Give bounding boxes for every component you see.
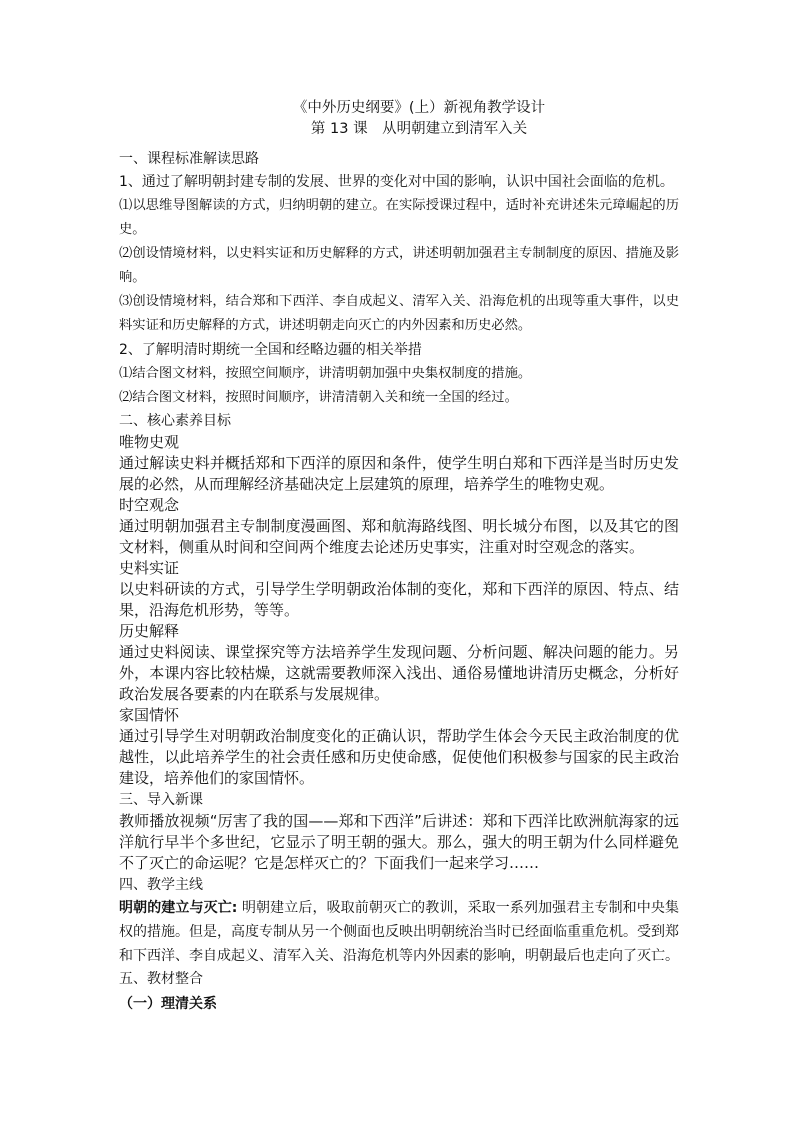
curriculum-item-1b: ⑵创设情境材料，以史料实证和历史解释的方式，讲述明朝加强君主专制制度的原因、措施及影响。 bbox=[119, 246, 679, 285]
section-heading-intro: 三、导入新课 bbox=[119, 792, 203, 808]
lesson-subtitle: 第 13 课 从明朝建立到清军入关 bbox=[310, 121, 528, 137]
mainline-text: 明朝建立后，吸取前朝灭亡的教训，采取一系列加强君主专制和中央集权的措施。但是，高度专制从另一个侧面也反映出明朝统治当时已经面临重重危机。受到郑和下西洋、李自成起义、清军入关、沿海危机等内外因素的影响，明朝最后也走向了灭亡。 bbox=[119, 900, 679, 964]
curriculum-item-2: 2、了解明清时期统一全国和经略边疆的相关举措 bbox=[119, 342, 422, 358]
literacy-text-evidence: 以史料研读的方式，引导学生学明朝政治体制的变化，郑和下西洋的原因、特点、结果，沿海危机形势，等等。 bbox=[119, 580, 679, 619]
literacy-label-patriotism: 家国情怀 bbox=[119, 706, 180, 724]
curriculum-item-2a: ⑴结合图文材料，按照空间顺序，讲清明朝加强中央集权制度的措施。 bbox=[119, 366, 532, 381]
document-page bbox=[119, 98, 679, 1016]
mainline-lead: 明朝的建立与灭亡: bbox=[119, 900, 238, 916]
literacy-text-patriotism: 通过引导学生对明朝政治制度变化的正确认识，帮助学生体会今天民主政治制度的优越性，以此培养学生的社会责任感和历史使命感，促使他们积极参与国家的民主政治建设，培养他们的家国情怀。 bbox=[119, 727, 679, 787]
literacy-label-materialism: 唯物史观 bbox=[119, 433, 180, 451]
integration-subheading: （一）理清关系 bbox=[119, 996, 217, 1012]
curriculum-item-1c: ⑶创设情境材料，结合郑和下西洋、李自成起义、清军入关、沿海危机的出现等重大事件，以史料实证和历史解释的方式，讲述明朝走向灭亡的内外因素和历史必然。 bbox=[119, 294, 679, 333]
mainline-paragraph bbox=[119, 896, 679, 968]
literacy-label-evidence: 史料实证 bbox=[119, 559, 180, 577]
curriculum-item-1a: ⑴以思维导图解读的方式，归纳明朝的建立。在实际授课过程中，适时补充讲述朱元璋崛起的历史。 bbox=[119, 198, 679, 237]
section-heading-curriculum: 一、课程标准解读思路 bbox=[119, 151, 259, 167]
document-title: 《中外历史纲要》(上）新视角教学设计 bbox=[292, 100, 546, 116]
literacy-text-materialism: 通过解读史料并概括郑和下西洋的原因和条件，使学生明白郑和下西洋是当时历史发展的必然，从而理解经济基础决定上层建筑的原理，培养学生的唯物史观。 bbox=[119, 454, 679, 493]
curriculum-item-1: 1、通过了解明朝封建专制的发展、世界的变化对中国的影响，认识中国社会面临的危机。 bbox=[119, 174, 674, 190]
literacy-label-interpretation: 历史解释 bbox=[119, 622, 180, 640]
section-heading-literacy: 二、核心素养目标 bbox=[119, 413, 231, 429]
literacy-text-spacetime: 通过明朝加强君主专制制度漫画图、郑和航海路线图、明长城分布图，以及其它的图文材料，侧重从时间和空间两个维度去论述历史事实，注重对时空观念的落实。 bbox=[119, 517, 679, 556]
literacy-text-interpretation: 通过史料阅读、课堂探究等方法培养学生发现问题、分析问题、解决问题的能力。另外，本课内容比较枯燥，这就需要教师深入浅出、通俗易懂地讲清历史概念，分析好政治发展各要素的内在联系与发展规律。 bbox=[119, 643, 679, 703]
literacy-label-spacetime: 时空观念 bbox=[119, 496, 180, 514]
intro-text: 教师播放视频“厉害了我的国——郑和下西洋”后讲述：郑和下西洋比欧洲航海家的远洋航行早半个多世纪，它显示了明王朝的强大。那么，强大的明王朝为什么同样避免不了灭亡的命运呢？它是怎样灭亡的？下面我们一起来学习…… bbox=[119, 812, 679, 872]
curriculum-item-2b: ⑵结合图文材料，按照时间顺序，讲清清朝入关和统一全国的经过。 bbox=[119, 390, 518, 405]
section-heading-mainline: 四、教学主线 bbox=[119, 877, 203, 893]
section-heading-integration: 五、教材整合 bbox=[119, 971, 203, 987]
